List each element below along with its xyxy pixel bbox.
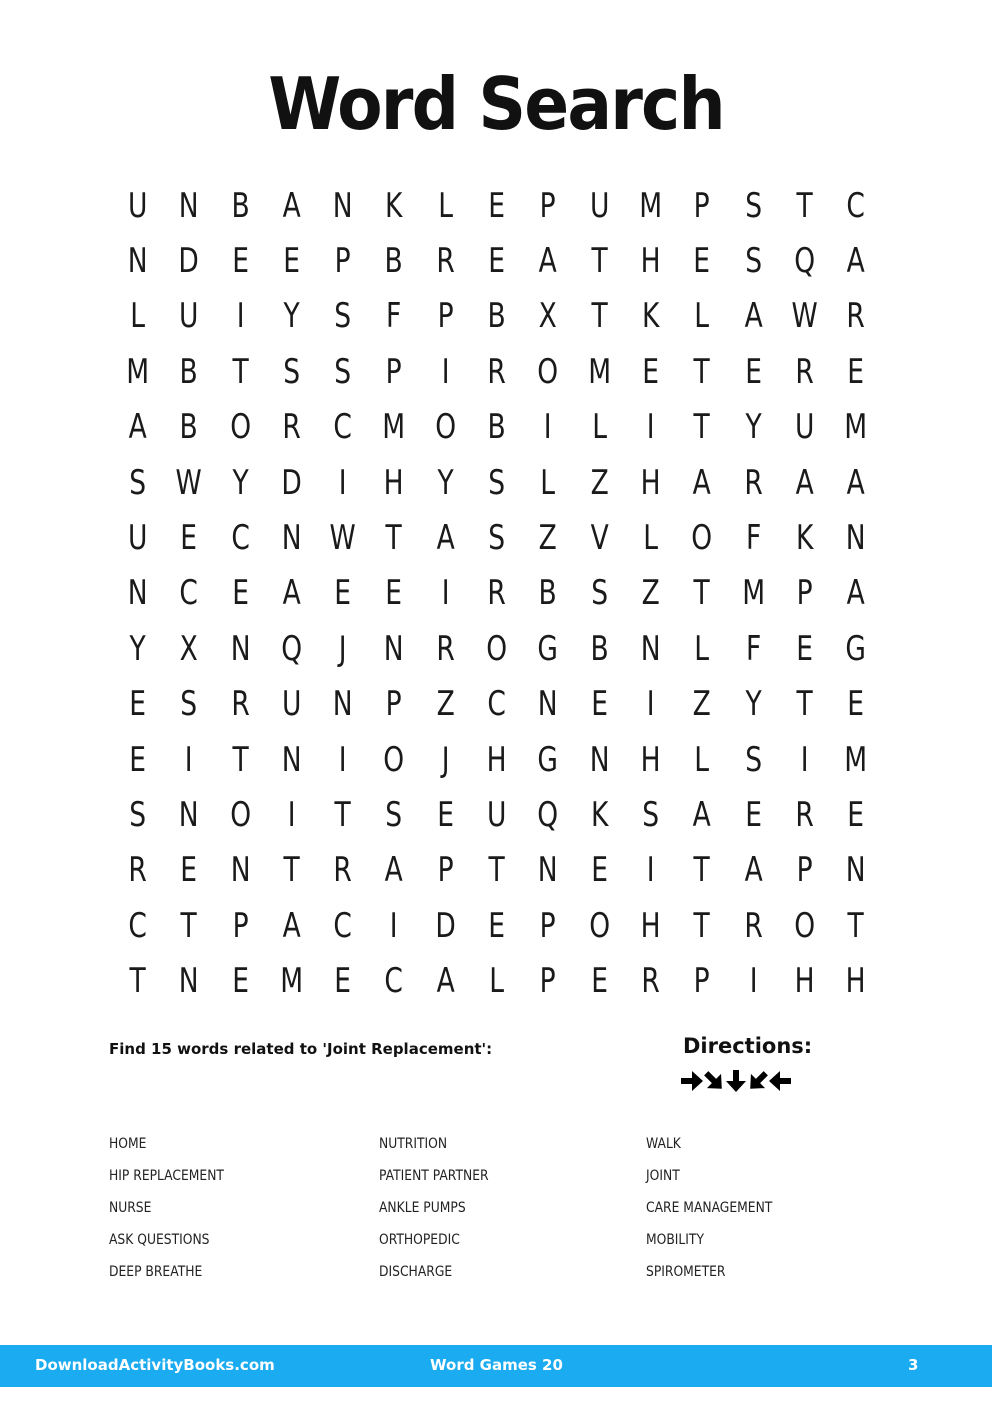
grid-cell[interactable]: N (179, 961, 199, 1002)
grid-cell[interactable]: N (179, 794, 199, 835)
grid-cell[interactable]: T (693, 351, 711, 392)
grid-cell[interactable]: R (641, 961, 660, 1002)
grid-cell[interactable]: S (744, 241, 762, 282)
directions-label: Directions: (683, 1034, 813, 1058)
grid-cell[interactable]: E (334, 573, 352, 614)
grid-cell[interactable]: E (744, 351, 762, 392)
grid-cell[interactable]: V (590, 518, 609, 559)
grid-cell[interactable]: O (383, 739, 405, 780)
grid-cell[interactable]: E (180, 850, 198, 891)
grid-cell[interactable]: H (640, 462, 661, 503)
grid-cell[interactable]: P (540, 905, 557, 946)
grid-cell[interactable]: P (437, 296, 454, 337)
grid-cell[interactable]: N (230, 850, 251, 891)
grid-cell[interactable]: H (794, 961, 815, 1002)
grid-cell[interactable]: E (642, 351, 659, 392)
grid-cell[interactable]: D (435, 905, 456, 946)
grid-cell[interactable]: L (489, 961, 505, 1002)
grid-cell[interactable]: K (385, 185, 403, 226)
grid-cell[interactable]: R (795, 351, 814, 392)
grid-cell[interactable]: E (590, 961, 608, 1002)
grid-cell[interactable]: Z (641, 573, 660, 614)
grid-cell[interactable]: I (287, 794, 296, 835)
grid-cell[interactable]: T (180, 905, 198, 946)
grid-cell[interactable]: T (796, 185, 813, 226)
grid-cell[interactable]: K (641, 296, 660, 337)
grid-cell[interactable]: N (127, 241, 148, 282)
arrow-down-icon (725, 1068, 747, 1094)
grid-cell[interactable]: P (386, 351, 403, 392)
grid-cell[interactable]: N (179, 185, 199, 226)
grid-cell[interactable]: S (744, 185, 762, 226)
grid-cell[interactable]: L (643, 518, 659, 559)
grid-cell[interactable]: I (800, 739, 809, 780)
grid-cell[interactable]: E (488, 241, 506, 282)
grid-cell[interactable]: O (229, 794, 251, 835)
grid-cell[interactable]: E (744, 794, 762, 835)
grid-cell[interactable]: T (796, 684, 813, 725)
grid-cell[interactable]: N (589, 739, 610, 780)
word-item: WALK (646, 1136, 681, 1152)
grid-cell[interactable]: S (129, 462, 147, 503)
grid-cell[interactable]: N (281, 739, 302, 780)
grid-cell[interactable]: Y (745, 407, 762, 448)
grid-cell[interactable]: E (231, 241, 249, 282)
grid-cell[interactable]: I (185, 739, 193, 780)
grid-cell[interactable]: H (845, 961, 866, 1002)
grid-cell[interactable]: P (693, 961, 710, 1002)
grid-cell[interactable]: C (384, 961, 404, 1002)
grid-cell[interactable]: N (230, 628, 251, 669)
grid-cell[interactable]: C (230, 518, 250, 559)
grid-cell[interactable]: H (384, 462, 405, 503)
grid-cell[interactable]: P (796, 850, 813, 891)
grid-cell[interactable]: N (845, 518, 866, 559)
grid-cell[interactable]: U (794, 407, 815, 448)
grid-cell[interactable]: S (488, 518, 506, 559)
grid-cell[interactable]: A (846, 462, 865, 503)
grid-cell[interactable]: M (280, 961, 303, 1002)
grid-cell[interactable]: E (847, 794, 865, 835)
grid-cell[interactable]: L (438, 185, 453, 226)
grid-cell[interactable]: B (385, 241, 404, 282)
grid-cell[interactable]: B (538, 573, 558, 614)
grid-cell[interactable]: S (129, 794, 147, 835)
grid-cell[interactable]: I (441, 351, 450, 392)
grid-cell[interactable]: E (590, 850, 608, 891)
grid-cell[interactable]: T (386, 518, 403, 559)
grid-cell[interactable]: O (794, 905, 815, 946)
grid-cell[interactable]: N (640, 628, 661, 669)
grid-cell[interactable]: N (127, 573, 148, 614)
grid-cell[interactable]: O (229, 407, 251, 448)
grid-cell[interactable]: W (791, 296, 818, 337)
grid-cell[interactable]: A (846, 241, 865, 282)
grid-cell[interactable]: F (386, 296, 402, 337)
footer-book-title: Word Games 20 (430, 1356, 563, 1374)
grid-cell[interactable]: T (283, 850, 300, 891)
word-item: DEEP BREATHE (109, 1264, 203, 1280)
word-item: ORTHOPEDIC (379, 1232, 460, 1248)
grid-cell[interactable]: A (692, 794, 711, 835)
grid-cell[interactable]: F (745, 518, 761, 559)
grid-cell[interactable]: Q (281, 628, 302, 669)
arrow-down-right-icon (703, 1068, 725, 1094)
grid-cell[interactable]: H (486, 739, 507, 780)
grid-cell[interactable]: L (130, 296, 146, 337)
grid-cell[interactable]: D (281, 462, 302, 503)
grid-cell[interactable]: Y (283, 296, 300, 337)
grid-cell[interactable]: R (795, 794, 814, 835)
grid-cell[interactable]: M (844, 407, 868, 448)
grid-cell[interactable]: A (538, 241, 558, 282)
grid-cell[interactable]: R (487, 573, 506, 614)
letter-grid (112, 178, 881, 1009)
grid-cell[interactable]: Z (692, 684, 711, 725)
grid-cell[interactable]: M (126, 351, 150, 392)
grid-cell[interactable]: A (436, 518, 455, 559)
grid-cell[interactable]: N (332, 684, 353, 725)
grid-cell[interactable]: A (846, 573, 865, 614)
grid-cell[interactable]: K (590, 794, 609, 835)
grid-cell[interactable]: O (588, 905, 610, 946)
grid-cell[interactable]: U (127, 185, 148, 226)
grid-cell[interactable]: C (333, 905, 353, 946)
grid-cell[interactable]: N (281, 518, 302, 559)
grid-cell[interactable]: I (646, 407, 655, 448)
grid-cell[interactable]: N (538, 684, 558, 725)
grid-cell[interactable]: M (382, 407, 406, 448)
word-item: ANKLE PUMPS (379, 1200, 466, 1216)
grid-cell[interactable]: T (334, 794, 351, 835)
grid-cell[interactable]: S (385, 794, 403, 835)
word-list-column-2 (379, 1136, 508, 1296)
grid-cell[interactable]: A (692, 462, 711, 503)
grid-cell[interactable]: X (538, 296, 558, 337)
word-list-column-3 (646, 1136, 795, 1296)
grid-cell[interactable]: S (488, 462, 506, 503)
grid-cell[interactable]: U (127, 518, 148, 559)
grid-cell[interactable]: T (488, 850, 505, 891)
word-item: NURSE (109, 1200, 152, 1216)
grid-cell[interactable]: P (232, 905, 249, 946)
grid-cell[interactable]: P (386, 684, 403, 725)
grid-cell[interactable]: H (640, 739, 661, 780)
word-item: HOME (109, 1136, 147, 1152)
grid-cell[interactable]: U (589, 185, 610, 226)
instructions: Find 15 words related to 'Joint Replacement': (109, 1040, 493, 1058)
grid-cell[interactable]: W (175, 462, 203, 503)
grid-cell[interactable]: L (694, 628, 710, 669)
grid-cell[interactable]: T (847, 905, 864, 946)
footer-page-number: 3 (908, 1356, 919, 1374)
arrow-right-icon (681, 1068, 703, 1094)
grid-cell[interactable]: A (282, 185, 301, 226)
grid-cell[interactable]: R (436, 241, 455, 282)
grid-cell[interactable]: H (640, 905, 661, 946)
grid-cell[interactable]: E (385, 573, 403, 614)
grid-cell[interactable]: Z (590, 462, 609, 503)
grid-cell[interactable]: R (487, 351, 506, 392)
grid-cell[interactable]: E (488, 185, 506, 226)
grid-cell[interactable]: O (434, 407, 456, 448)
grid-cell[interactable]: M (639, 185, 663, 226)
word-item: CARE MANAGEMENT (646, 1200, 773, 1216)
grid-cell[interactable]: K (795, 518, 814, 559)
grid-cell[interactable]: M (741, 573, 765, 614)
arrow-left-icon (769, 1068, 791, 1094)
grid-cell[interactable]: P (540, 185, 557, 226)
grid-cell[interactable]: E (283, 241, 300, 282)
grid-cell[interactable]: Y (129, 628, 146, 669)
grid-cell[interactable]: A (744, 850, 763, 891)
grid-cell[interactable]: I (236, 296, 245, 337)
direction-arrows (681, 1068, 791, 1094)
grid-cell[interactable]: T (591, 241, 608, 282)
grid-cell[interactable]: B (487, 407, 506, 448)
word-item: SPIROMETER (646, 1264, 726, 1280)
grid-cell[interactable]: B (487, 296, 506, 337)
grid-cell[interactable]: R (282, 407, 301, 448)
grid-cell[interactable]: I (544, 407, 552, 448)
grid-cell[interactable]: B (231, 185, 250, 226)
grid-cell[interactable]: Y (437, 462, 454, 503)
grid-cell[interactable]: R (333, 850, 353, 891)
grid-cell[interactable]: X (179, 628, 199, 669)
grid-cell[interactable]: A (744, 296, 763, 337)
grid-cell[interactable]: N (845, 850, 866, 891)
grid-cell[interactable]: H (640, 241, 661, 282)
grid-cell[interactable]: C (179, 573, 199, 614)
grid-cell[interactable]: E (129, 739, 147, 780)
grid-cell[interactable]: I (390, 905, 399, 946)
grid-cell[interactable]: U (281, 684, 302, 725)
grid-cell[interactable]: I (646, 850, 655, 891)
grid-cell[interactable]: U (179, 296, 199, 337)
footer-bar (0, 1345, 992, 1387)
grid-cell[interactable]: C (487, 684, 506, 725)
grid-cell[interactable]: C (333, 407, 353, 448)
grid-cell[interactable]: A (282, 905, 301, 946)
grid-cell[interactable]: S (334, 351, 352, 392)
grid-cell[interactable]: L (694, 296, 710, 337)
grid-cell[interactable]: O (691, 518, 713, 559)
grid-cell[interactable]: E (590, 684, 608, 725)
grid-cell[interactable]: B (179, 351, 199, 392)
grid-cell[interactable]: E (847, 351, 865, 392)
grid-cell[interactable]: N (384, 628, 405, 669)
grid-cell[interactable]: C (846, 185, 866, 226)
grid-cell[interactable]: J (338, 628, 347, 669)
grid-cell[interactable]: E (693, 241, 711, 282)
grid-cell[interactable]: A (436, 961, 455, 1002)
grid-cell[interactable]: E (437, 794, 454, 835)
grid-cell[interactable]: E (796, 628, 813, 669)
grid-cell[interactable]: G (537, 739, 559, 780)
grid-cell[interactable]: E (180, 518, 198, 559)
grid-cell[interactable]: F (745, 628, 761, 669)
grid-cell[interactable]: T (693, 905, 711, 946)
footer-site-link[interactable]: DownloadActivityBooks.com (35, 1356, 275, 1374)
grid-cell[interactable]: A (795, 462, 814, 503)
grid-cell[interactable]: A (128, 407, 147, 448)
grid-cell[interactable]: T (129, 961, 146, 1002)
grid-cell[interactable]: L (694, 739, 710, 780)
grid-cell[interactable]: Y (745, 684, 762, 725)
grid-cell[interactable]: B (179, 407, 199, 448)
word-item: MOBILITY (646, 1232, 704, 1248)
grid-cell[interactable]: T (591, 296, 608, 337)
grid-cell[interactable]: A (282, 573, 301, 614)
grid-cell[interactable]: I (338, 739, 347, 780)
grid-cell[interactable]: E (231, 573, 249, 614)
grid-cell[interactable]: O (537, 351, 559, 392)
grid-cell[interactable]: R (743, 462, 763, 503)
grid-cell[interactable]: Q (537, 794, 559, 835)
grid-cell[interactable]: J (441, 739, 450, 780)
grid-cell[interactable]: N (538, 850, 558, 891)
grid-cell[interactable]: R (743, 905, 763, 946)
grid-cell[interactable]: T (693, 407, 711, 448)
grid-cell[interactable]: E (488, 905, 506, 946)
grid-cell[interactable]: E (847, 684, 865, 725)
grid-cell[interactable]: W (329, 518, 356, 559)
grid-cell[interactable]: O (486, 628, 508, 669)
grid-cell[interactable]: I (646, 684, 655, 725)
grid-cell[interactable]: T (693, 850, 711, 891)
grid-cell[interactable]: P (693, 185, 710, 226)
grid-cell[interactable]: E (231, 961, 249, 1002)
grid-cell[interactable]: T (693, 573, 711, 614)
grid-cell[interactable]: S (642, 794, 660, 835)
grid-cell[interactable]: S (590, 573, 608, 614)
grid-cell[interactable]: I (749, 961, 758, 1002)
grid-cell[interactable]: Z (436, 684, 455, 725)
grid-cell[interactable]: G (845, 628, 867, 669)
word-item: JOINT (646, 1168, 680, 1184)
grid-cell[interactable]: P (796, 573, 813, 614)
grid-cell[interactable]: U (487, 794, 507, 835)
grid-cell[interactable]: Q (794, 241, 815, 282)
arrow-down-left-icon (747, 1068, 769, 1094)
grid-cell[interactable]: N (332, 185, 353, 226)
word-item: PATIENT PARTNER (379, 1168, 489, 1184)
grid-cell[interactable]: S (283, 351, 300, 392)
grid-cell[interactable]: I (338, 462, 347, 503)
grid-cell[interactable]: E (334, 961, 352, 1002)
grid-cell[interactable]: L (591, 407, 607, 448)
grid-cell[interactable]: D (178, 241, 200, 282)
word-item: HIP REPLACEMENT (109, 1168, 224, 1184)
grid-cell[interactable]: R (436, 628, 455, 669)
grid-cell[interactable]: I (441, 573, 450, 614)
word-item: ASK QUESTIONS (109, 1232, 210, 1248)
grid-cell[interactable]: C (128, 905, 147, 946)
grid-cell[interactable]: P (334, 241, 351, 282)
grid-cell[interactable]: S (334, 296, 352, 337)
grid-cell[interactable]: S (180, 684, 198, 725)
grid-cell[interactable]: T (232, 351, 249, 392)
grid-cell[interactable]: R (128, 850, 147, 891)
grid-cell[interactable]: T (232, 739, 249, 780)
grid-cell[interactable]: Z (538, 518, 558, 559)
grid-cell[interactable]: M (587, 351, 611, 392)
grid-cell[interactable]: P (540, 961, 557, 1002)
grid-cell[interactable]: S (744, 739, 762, 780)
grid-cell[interactable]: Y (232, 462, 249, 503)
grid-cell[interactable]: E (129, 684, 147, 725)
grid-cell[interactable]: B (590, 628, 609, 669)
grid-cell[interactable]: P (437, 850, 454, 891)
grid-cell[interactable]: A (385, 850, 404, 891)
grid-cell[interactable]: R (231, 684, 250, 725)
word-list-column-1 (109, 1136, 244, 1296)
grid-cell[interactable]: M (844, 739, 868, 780)
grid-cell[interactable]: R (846, 296, 866, 337)
grid-cell[interactable]: G (537, 628, 559, 669)
word-item: NUTRITION (379, 1136, 448, 1152)
page-title: Word Search (268, 62, 724, 146)
grid-cell[interactable]: L (540, 462, 556, 503)
word-item: DISCHARGE (379, 1264, 453, 1280)
